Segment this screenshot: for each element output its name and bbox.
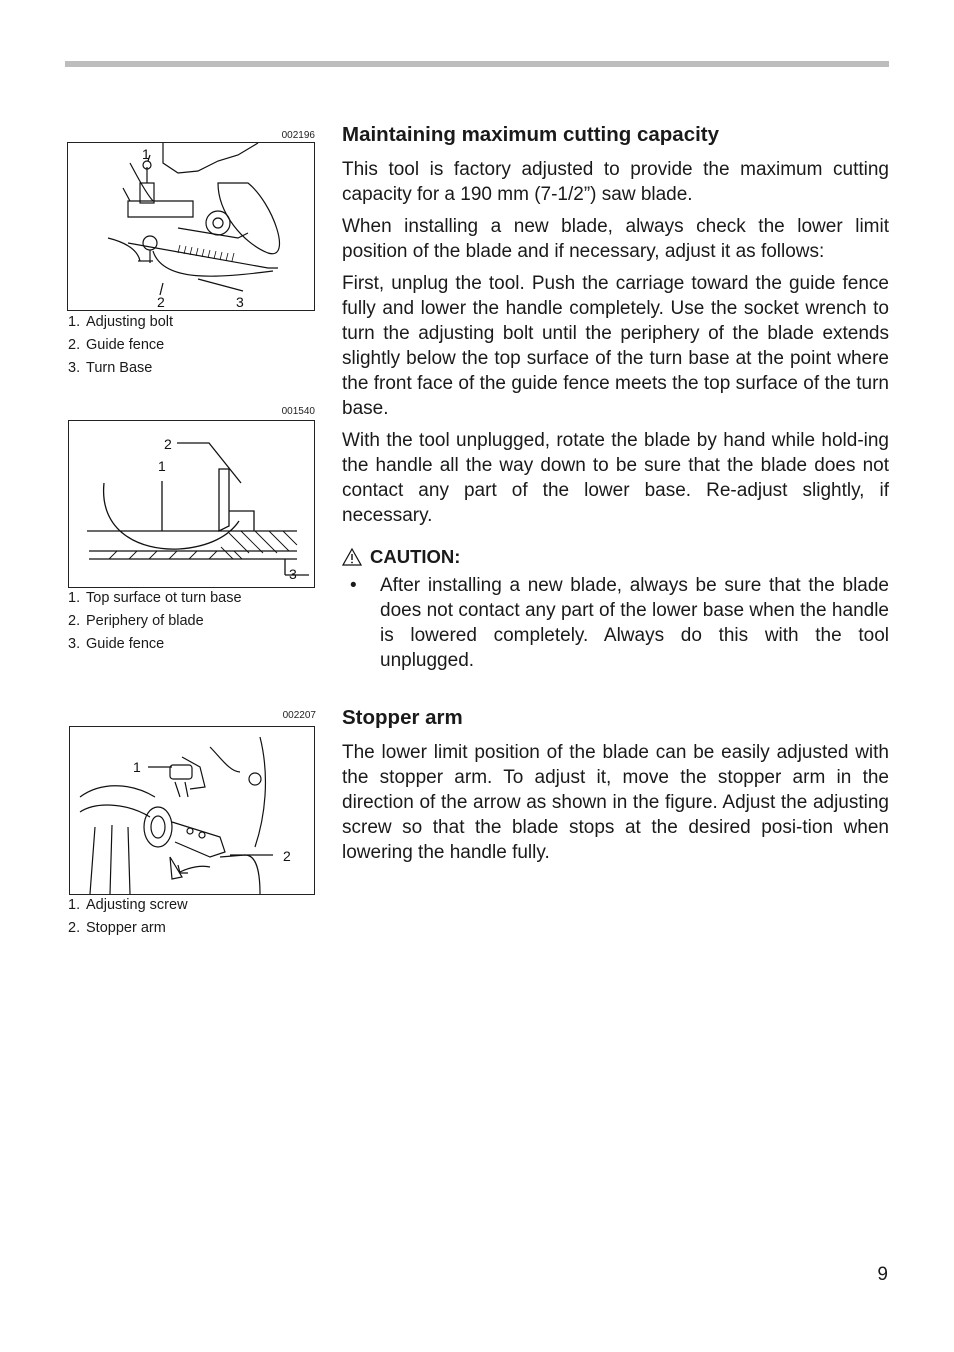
warning-triangle-icon — [342, 548, 362, 566]
figure-3-stopper-arm — [69, 726, 315, 895]
figure-1-callout-1: 1 — [142, 146, 150, 162]
legend-item: 2. Guide fence — [68, 337, 165, 353]
section-maximum-cutting-capacity — [342, 122, 889, 673]
header-rule — [65, 61, 889, 67]
caution-label: CAUTION: — [370, 546, 461, 567]
legend-item: 3. Turn Base — [68, 360, 153, 376]
figure-3-legend — [68, 894, 188, 940]
bullet-marker: • — [350, 575, 357, 596]
figure-3-callout-2: 2 — [283, 848, 291, 864]
section-heading: Maintaining maximum cutting capacity — [342, 123, 720, 146]
figure-3-code: 002207 — [282, 710, 316, 721]
figure-2-illustration — [69, 421, 314, 587]
figure-3-illustration — [70, 727, 314, 894]
caution-text: After installing a new blade, always be sure that the blade does not contact any part of the lower base when the handle is lowered completely. Always do this with the tool unplugged. — [380, 575, 889, 671]
legend-item: 1. Top surface ot turn base — [68, 590, 242, 606]
paragraph: First, unplug the tool. Push the carriage toward the guide fence fully and lower the handle completely. Use the socket wrench to turn the adjusting bolt until the periphery of the blade extends slightly below the top surface of the turn base at the point where the front face of the guide fence meets the top surface of the turn base. — [342, 273, 889, 419]
figure-2-callout-1: 1 — [158, 458, 166, 474]
legend-item: 2. Periphery of blade — [68, 613, 204, 629]
legend-item: 3. Guide fence — [68, 636, 165, 652]
figure-1-code: 002196 — [281, 130, 315, 141]
caution-heading — [342, 546, 889, 568]
page-number: 9 — [877, 1264, 888, 1285]
figure-2-lower-limit — [68, 420, 315, 588]
caution-item — [342, 573, 889, 673]
figure-1-illustration — [68, 143, 314, 310]
figure-1-legend — [68, 311, 173, 380]
figure-2-callout-2: 2 — [164, 436, 172, 452]
figure-3-callout-1: 1 — [133, 759, 141, 775]
figure-2-callout-3: 3 — [289, 566, 297, 582]
figure-1-callout-2: 2 — [157, 294, 165, 310]
paragraph: When installing a new blade, always check the lower limit position of the blade and if necessary, adjust it as follows: — [342, 216, 889, 262]
legend-item: 2. Stopper arm — [68, 920, 166, 936]
section-stopper-arm — [342, 705, 889, 865]
paragraph: With the tool unplugged, rotate the blade by hand while hold-ing the handle all the way down to be sure that the blade does not contact any part of the lower base. Re-adjust slightly, if necessary. — [342, 430, 889, 526]
paragraph: This tool is factory adjusted to provide the maximum cutting capacity for a 190 mm (7-1/2”) saw blade. — [342, 159, 889, 205]
section-heading: Stopper arm — [342, 706, 463, 729]
figure-1-adjusting-bolt — [67, 142, 315, 311]
figure-2-legend — [68, 587, 242, 656]
legend-item: 1. Adjusting bolt — [68, 314, 174, 330]
figure-1-callout-3: 3 — [236, 294, 244, 310]
paragraph: The lower limit position of the blade can be easily adjusted with the stopper arm. To adjust it, move the stopper arm in the direction of the arrow as shown in the figure. Adjust the adjusting screw so that the blade stops at the desired posi-tion when lowering the handle fully. — [342, 742, 889, 863]
legend-item: 1. Adjusting screw — [68, 897, 188, 913]
figure-2-code: 001540 — [281, 406, 315, 417]
